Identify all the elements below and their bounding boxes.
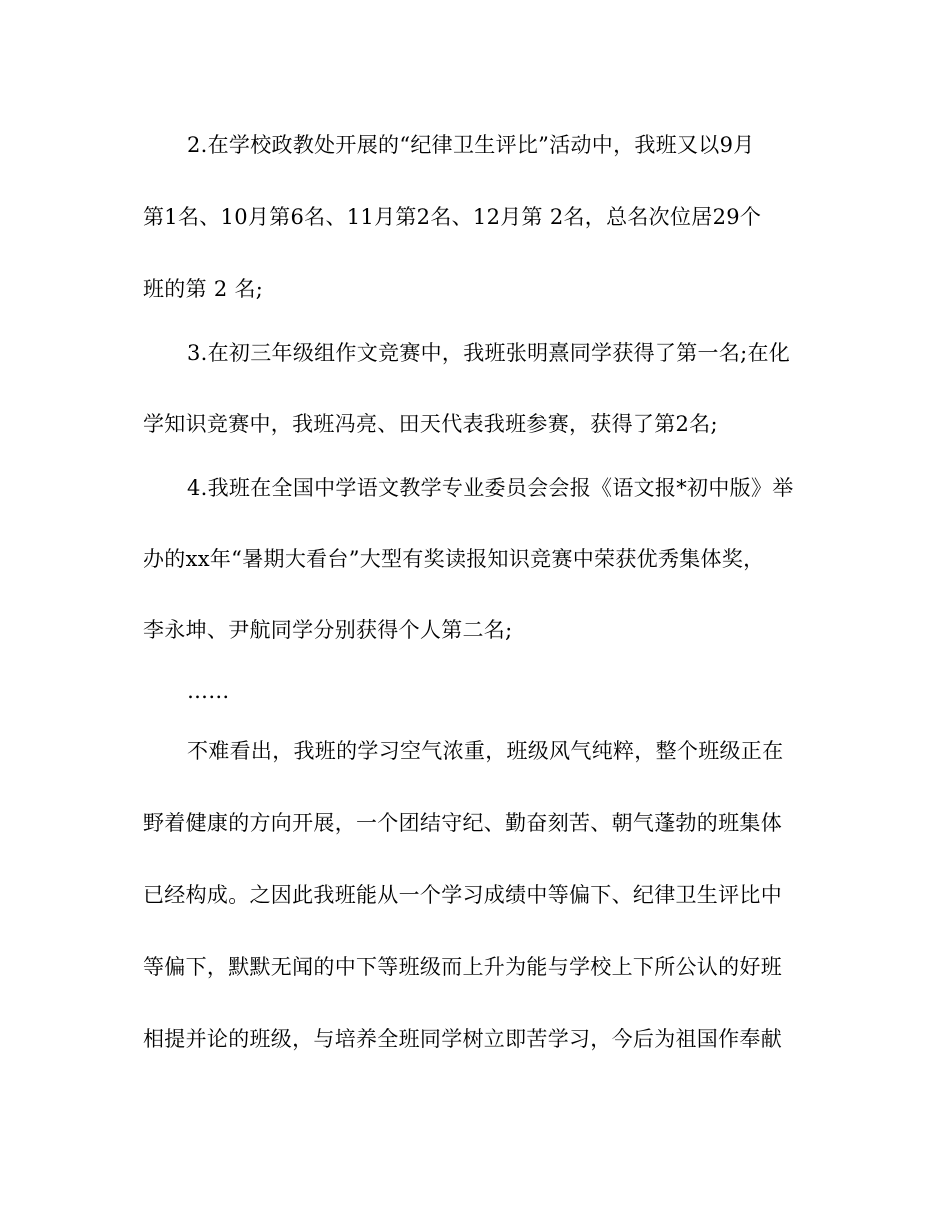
paragraph-3-line-1: 3.在初三年级组作文竞赛中，我班张明熹同学获得了第一名;在化 [187,341,791,365]
paragraph-2-line-1: 2.在学校政教处开展的“纪律卫生评比”活动中，我班又以9月 [187,133,755,157]
paragraph-5-line-5: 相提并论的班级，与培养全班同学树立即苦学习，今后为祖国作奉献 [143,1027,782,1051]
paragraph-5-line-1: 不难看出，我班的学习空气浓重，班级风气纯粹，整个班级正在 [187,739,784,763]
paragraph-5-line-4: 等偏下，默默无闻的中下等班级而上升为能与学校上下所公认的好班 [143,955,782,979]
paragraph-3-line-2: 学知识竞赛中，我班冯亮、田天代表我班参赛，获得了第2名; [143,412,718,436]
paragraph-4-line-1: 4.我班在全国中学语文教学专业委员会会报《语文报*初中版》举 [187,476,794,500]
paragraph-4-line-3: 李永坤、尹航同学分别获得个人第二名; [143,618,513,642]
paragraph-5-line-3: 已经构成。之因此我班能从一个学习成绩中等偏下、纪律卫生评比中 [143,883,782,907]
paragraph-5-line-2: 野着健康的方向开展，一个团结守纪、勤奋刻苦、朝气蓬勃的班集体 [143,811,782,835]
ellipsis: …… [187,679,230,703]
paragraph-2-line-3: 班的第 2 名; [143,277,264,301]
paragraph-2-line-2: 第1名、10月第6名、11月第2名、12月第 2名，总名次位居29个 [143,205,762,229]
paragraph-4-line-2: 办的xx年“暑期大看台”大型有奖读报知识竞赛中荣获优秀集体奖， [143,547,765,571]
